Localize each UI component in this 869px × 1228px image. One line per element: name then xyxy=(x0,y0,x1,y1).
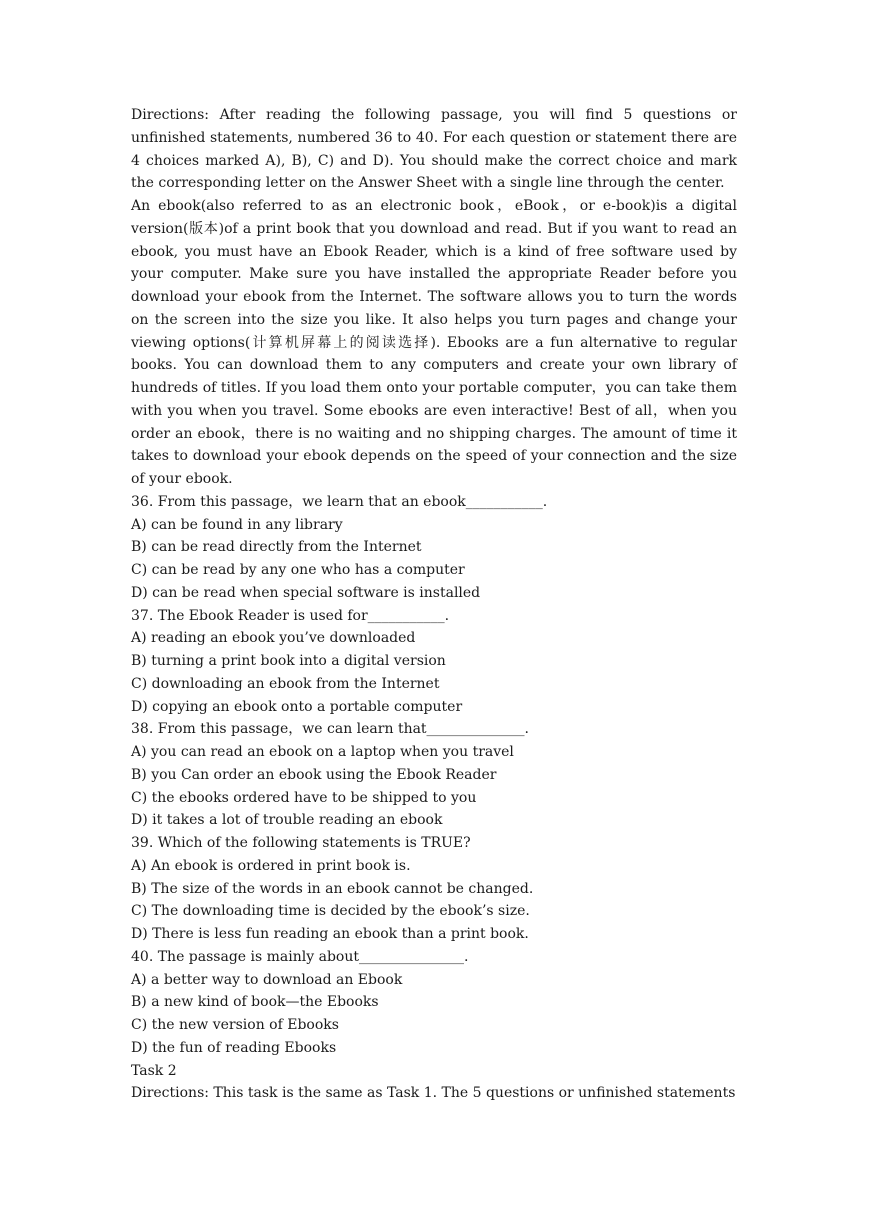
question-39 xyxy=(131,832,737,946)
answer-option: A) can be found in any library xyxy=(131,516,343,533)
answer-option: D) the fun of reading Ebooks xyxy=(131,1039,337,1056)
answer-option: A) a better way to download an Ebook xyxy=(131,971,403,988)
task2-heading: Task 2 xyxy=(131,1062,177,1079)
answer-option: C) can be read by any one who has a computer xyxy=(131,562,465,578)
question-stem: 39. Which of the following statements is TRUE? xyxy=(131,835,471,851)
answer-option: A) An ebook is ordered in print book is. xyxy=(131,857,411,874)
question-stem: 37. The Ebook Reader is used for___________. xyxy=(131,607,450,624)
question-36 xyxy=(131,491,737,605)
question-stem: 40. The passage is mainly about_______________. xyxy=(131,948,469,965)
question-stem: 38. From this passage，we can learn that______________. xyxy=(131,721,530,738)
answer-option: A) you can read an ebook on a laptop when you travel xyxy=(131,744,514,760)
answer-option: B) The size of the words in an ebook cannot be changed. xyxy=(131,880,534,897)
answer-option: A) reading an ebook you’ve downloaded xyxy=(131,630,416,647)
answer-option: C) the ebooks ordered have to be shipped to you xyxy=(131,789,477,806)
question-40 xyxy=(131,946,737,1060)
answer-option: C) the new version of Ebooks xyxy=(131,1017,339,1033)
question-stem: 36. From this passage，we learn that an ebook___________. xyxy=(131,493,548,510)
answer-option: D) can be read when special software is installed xyxy=(131,584,481,601)
question-38 xyxy=(131,718,737,832)
answer-option: D) it takes a lot of trouble reading an ebook xyxy=(131,812,443,829)
answer-option: B) you Can order an ebook using the Ebook Reader xyxy=(131,766,497,783)
answer-option: B) turning a print book into a digital version xyxy=(131,653,446,669)
answer-option: B) a new kind of book—the Ebooks xyxy=(131,994,379,1011)
document-body xyxy=(131,104,737,1105)
answer-option: C) The downloading time is decided by the ebook’s size. xyxy=(131,903,530,920)
reading-passage: An ebook(also referred to as an electronic book，eBook，or e-book)is a digital version(版本)of a print book that you download and read. But if you want to read an ebook, you must have an Ebook Reader, which is a kind of free software used by your computer. Make sure you have installed the appropriate Reader before you download your ebook from the Internet. The software allows you to turn the words on the screen into the size you like. It also helps you turn pages and change your viewing options(计算机屏幕上的阅读选择). Ebooks are a fun alternative to regular books. You can download them to any computers and create your own library of hundreds of titles. If you load them onto your portable computer，you can take them with you when you travel. Some ebooks are even interactive! Best of all，when you order an ebook，there is no waiting and no shipping charges. The amount of time it takes to download your ebook depends on the speed of your connection and the size of your ebook. xyxy=(131,198,737,487)
answer-option: D) There is less fun reading an ebook than a print book. xyxy=(131,926,529,942)
answer-option: D) copying an ebook onto a portable computer xyxy=(131,698,463,715)
question-37 xyxy=(131,605,737,719)
answer-option: B) can be read directly from the Internet xyxy=(131,539,422,556)
task2-directions: Directions: This task is the same as Task 1. The 5 questions or unfinished statements xyxy=(131,1085,736,1102)
directions-paragraph: Directions: After reading the following passage, you will find 5 questions or unfinished statements, numbered 36 to 40. For each question or statement there are 4 choices marked A), B), C) and D). You should make the correct choice and mark the corresponding letter on the Answer Sheet with a single line through the center. xyxy=(131,107,737,192)
answer-option: C) downloading an ebook from the Internet xyxy=(131,675,440,692)
